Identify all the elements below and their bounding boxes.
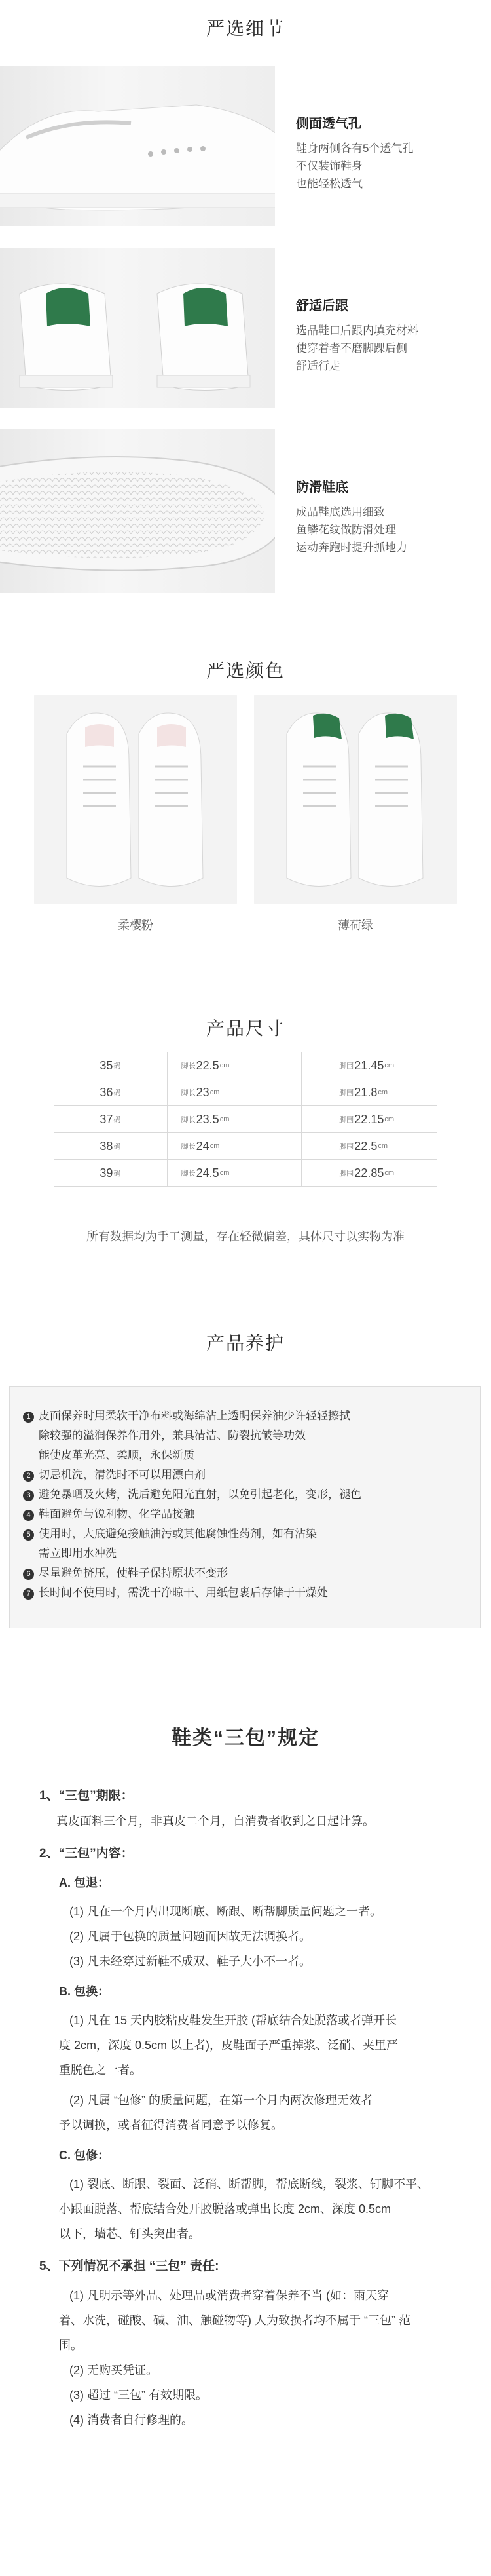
detail-line: 鱼鳞花纹做防滑处理 — [296, 524, 396, 536]
size-table — [54, 1052, 437, 1187]
policy-b-line: (1) 凡在 15 天内胶粘皮鞋发生开胶 (帮底结合处脱落或者弹开长 — [69, 2014, 397, 2027]
length-value: 22.5 — [196, 1058, 219, 1072]
policy-a-heading: A. 包退： — [59, 1876, 110, 1889]
dim-unit: cm — [384, 1115, 395, 1123]
detail-line: 选品鞋口后跟内填充材料 — [296, 324, 418, 337]
care-line: 长时间不使用时，需洗干净晾干、用纸包裹后存储于干燥处 — [39, 1586, 328, 1599]
dim-unit: cm — [209, 1088, 220, 1096]
policy-content — [39, 1784, 465, 2432]
care-item — [23, 1505, 467, 1524]
table-row — [54, 1160, 437, 1187]
care-line: 避免暴晒及火烤，洗后避免阳光直射，以免引起老化，变形，褪色 — [39, 1488, 361, 1501]
policy-c-line: 小跟面脱落、帮底结合处开胶脱落或弹出长度 2cm、深度 0.5cm — [59, 2202, 391, 2216]
policy-a-item: (3) 凡未经穿过新鞋不成双、鞋子大小不一者。 — [69, 1955, 311, 1968]
detail-heel — [296, 295, 479, 375]
size-unit: 码 — [113, 1116, 121, 1124]
care-line: 除较强的溢润保养作用外，兼具清洁、防裂抗皱等功效 — [39, 1429, 306, 1442]
table-row — [54, 1106, 437, 1133]
table-row — [54, 1079, 437, 1106]
detail-line: 舒适行走 — [296, 360, 340, 372]
detail-line: 使穿着者不磨脚踝后侧 — [296, 342, 407, 355]
sole-photo — [0, 429, 275, 593]
detail-line: 不仅装饰鞋身 — [296, 160, 363, 172]
care-item — [23, 1406, 467, 1465]
color-option-pink[interactable] — [34, 695, 237, 904]
policy-exclusion-line: (4) 消费者自行修理的。 — [69, 2413, 193, 2427]
care-number: 3 — [23, 1490, 34, 1501]
dim-unit: cm — [378, 1088, 388, 1096]
dim-unit: cm — [219, 1169, 230, 1177]
color-label-green: 薄荷绿 — [338, 919, 373, 932]
care-item — [23, 1524, 467, 1564]
length-value: 24 — [196, 1139, 209, 1153]
policy-b-line: (2) 凡属 “包修” 的质量问题，在第一个月内两次修理无效者 — [69, 2094, 373, 2107]
policy-exclusion-line: 着、水洗，碰酸、碱、油、触碰物等) 人为致损者均不属于 “三包” 范 — [59, 2314, 410, 2327]
care-number: 2 — [23, 1471, 34, 1482]
length-prefix: 脚长 — [181, 1116, 196, 1124]
policy-a-item: (2) 凡属于包换的质量问题而因故无法调换者。 — [69, 1930, 311, 1943]
policy-a-item: (1) 凡在一个月内出现断底、断跟、断帮脚质量问题之一者。 — [69, 1905, 382, 1918]
heel-photo — [0, 248, 275, 408]
size-unit: 码 — [113, 1089, 121, 1097]
detail-heading: 侧面透气孔 — [296, 117, 361, 131]
dim-unit: cm — [378, 1142, 388, 1150]
size-unit: 码 — [113, 1170, 121, 1178]
care-number: 6 — [23, 1569, 34, 1580]
detail-sole — [296, 476, 479, 556]
girth-prefix: 脚围 — [339, 1170, 354, 1178]
care-box — [9, 1386, 481, 1628]
size-unit: 码 — [113, 1062, 121, 1070]
girth-value: 21.8 — [354, 1085, 378, 1099]
length-prefix: 脚长 — [181, 1062, 196, 1070]
girth-prefix: 脚围 — [339, 1143, 354, 1151]
table-row — [54, 1052, 437, 1079]
size-value: 37 — [100, 1112, 113, 1126]
detail-line: 鞋身两侧各有5个透气孔 — [296, 142, 414, 155]
detail-line: 也能轻松透气 — [296, 178, 363, 190]
length-value: 23.5 — [196, 1112, 219, 1126]
policy-b-line: 重脱色之一者。 — [59, 2064, 141, 2077]
care-item — [23, 1465, 467, 1485]
care-number: 5 — [23, 1529, 34, 1541]
dim-unit: cm — [219, 1062, 230, 1069]
care-item — [23, 1564, 467, 1583]
length-prefix: 脚长 — [181, 1143, 196, 1151]
policy-exclusion-line: (1) 凡明示等外品、处理品或消费者穿着保养不当 (如：雨天穿 — [69, 2289, 389, 2302]
size-value: 36 — [100, 1085, 113, 1099]
care-number: 4 — [23, 1510, 34, 1521]
policy-exclusion-line: (2) 无购买凭证。 — [69, 2364, 158, 2377]
detail-line: 成品鞋底选用细致 — [296, 506, 385, 518]
color-label-pink: 柔樱粉 — [118, 919, 153, 932]
policy-exclusion-line: (3) 超过 “三包” 有效期限。 — [69, 2389, 208, 2402]
girth-value: 22.5 — [354, 1139, 378, 1153]
dim-unit: cm — [384, 1169, 395, 1177]
detail-heading: 舒适后跟 — [296, 299, 348, 313]
policy-b-line: 度 2cm，深度 0.5cm 以上者)，皮鞋面子严重掉浆、泛硝、夹里严 — [59, 2039, 399, 2052]
policy-b-line: 予以调换，或者征得消费者同意予以修复。 — [59, 2119, 283, 2132]
details-title: 严选细节 — [206, 18, 285, 39]
detail-line: 运动奔跑时提升抓地力 — [296, 541, 407, 554]
dim-unit: cm — [384, 1062, 395, 1069]
care-line: 尽量避免挤压，使鞋子保持原状不变形 — [39, 1567, 228, 1579]
policy-exclusion-heading: 5、下列情况不承担 “三包” 责任: — [39, 2259, 219, 2273]
care-number: 7 — [23, 1588, 34, 1600]
care-title: 产品养护 — [206, 1333, 285, 1353]
care-line: 切忌机洗，清洗时不可以用漂白剂 — [39, 1469, 206, 1481]
girth-prefix: 脚围 — [339, 1089, 354, 1097]
color-option-green[interactable] — [254, 695, 457, 904]
sizes-title: 产品尺寸 — [206, 1018, 285, 1039]
table-row — [54, 1133, 437, 1160]
girth-value: 22.15 — [354, 1112, 384, 1126]
policy-c-line: 以下，墙芯、钉头突出者。 — [59, 2227, 200, 2240]
length-value: 23 — [196, 1085, 209, 1099]
care-line: 皮面保养时用柔软干净布料或海绵沾上透明保养油少许轻轻擦拭 — [39, 1410, 350, 1422]
size-value: 38 — [100, 1139, 113, 1153]
length-value: 24.5 — [196, 1166, 219, 1180]
policy-c-heading: C. 包修： — [59, 2149, 110, 2162]
policy-b-heading: B. 包换： — [59, 1985, 110, 1998]
detail-side-vent — [296, 113, 479, 193]
policy-period-body: 真皮面料三个月，非真皮二个月，自消费者收到之日起计算。 — [56, 1815, 374, 1828]
care-line: 使用时，大底避免接触油污或其他腐蚀性药剂，如有沾染 — [39, 1528, 317, 1540]
care-item — [23, 1583, 467, 1603]
girth-prefix: 脚围 — [339, 1062, 354, 1070]
girth-value: 21.45 — [354, 1058, 384, 1072]
length-prefix: 脚长 — [181, 1170, 196, 1178]
girth-prefix: 脚围 — [339, 1116, 354, 1124]
policy-title: 鞋类“三包”规定 — [172, 1727, 319, 1749]
size-unit: 码 — [113, 1143, 121, 1151]
size-value: 39 — [100, 1166, 113, 1180]
detail-heading: 防滑鞋底 — [296, 480, 348, 495]
girth-value: 22.85 — [354, 1166, 384, 1180]
size-note: 所有数据均为手工测量，存在轻微偏差，具体尺寸以实物为准 — [86, 1230, 405, 1243]
size-value: 35 — [100, 1058, 113, 1072]
policy-exclusion-line: 围。 — [59, 2339, 82, 2352]
policy-content-heading: 2、“三包”内容： — [39, 1847, 134, 1860]
care-line: 鞋面避免与锐利物、化学品接触 — [39, 1508, 194, 1520]
length-prefix: 脚长 — [181, 1089, 196, 1097]
policy-period-heading: 1、“三包”期限： — [39, 1789, 134, 1803]
care-line: 需立即用水冲洗 — [39, 1547, 117, 1560]
dim-unit: cm — [219, 1115, 230, 1123]
policy-c-line: (1) 裂底、断跟、裂面、泛硝、断帮脚，帮底断线，裂浆、钉脚不平、 — [69, 2178, 429, 2191]
side-vent-photo — [0, 66, 275, 226]
care-number: 1 — [23, 1412, 34, 1423]
colors-title: 严选颜色 — [206, 661, 285, 681]
care-line: 能使皮革光亮、柔顺，永保新质 — [39, 1449, 194, 1461]
care-item — [23, 1485, 467, 1505]
dim-unit: cm — [209, 1142, 220, 1150]
